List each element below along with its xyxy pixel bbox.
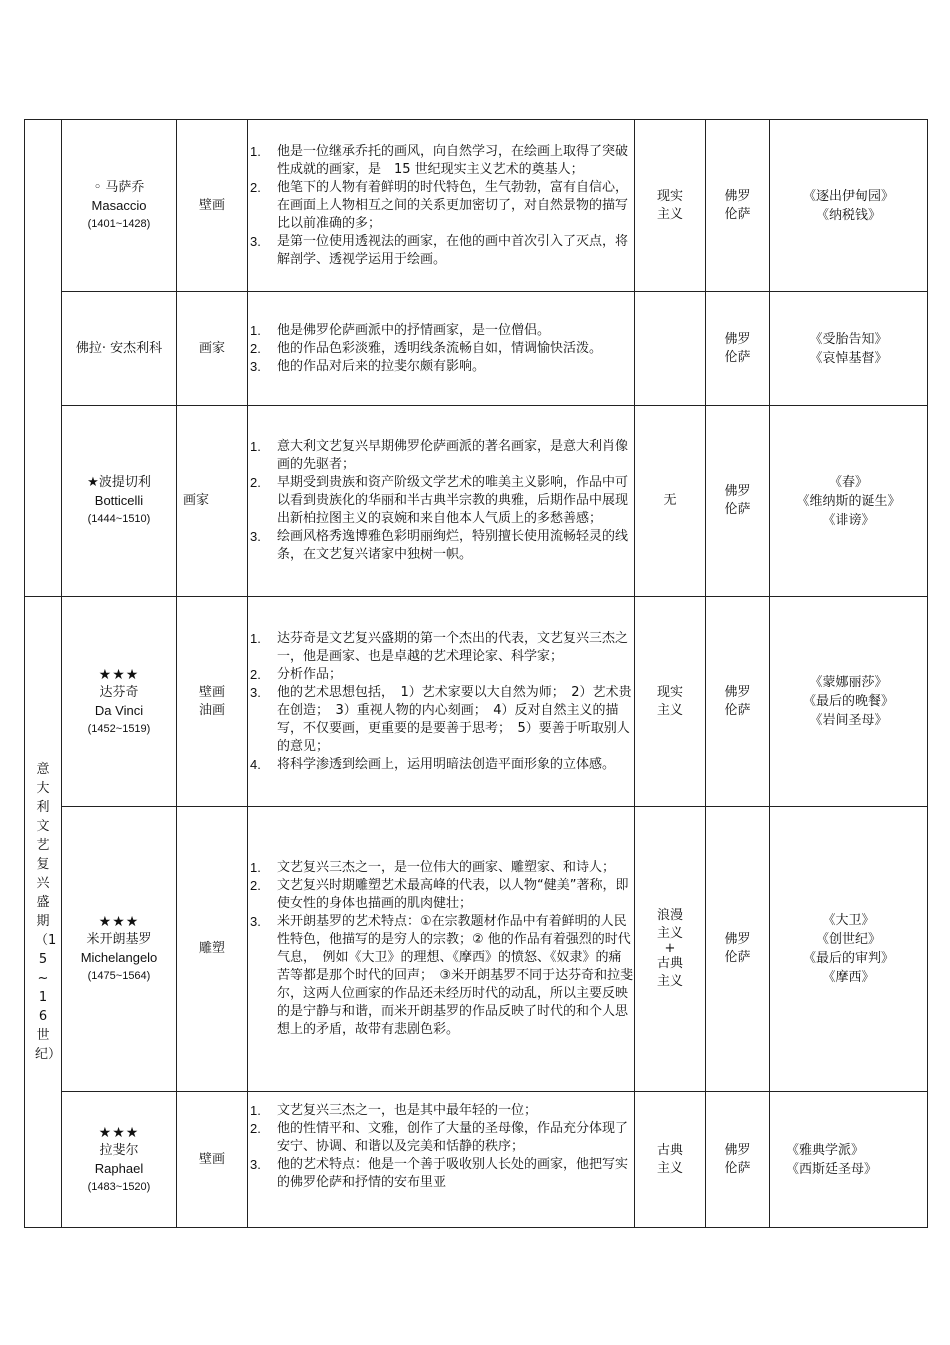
art-place: 佛罗伦萨 [724, 484, 751, 517]
artist-years: (1452~1519) [87, 722, 151, 735]
description-text: 文艺复兴三杰之一，是一位伟大的画家、雕塑家、和诗人； [277, 860, 616, 875]
list-item: 1. 意大利文艺复兴早期佛罗伦萨画派的著名画家，是意大利肖像画的先驱者； [250, 439, 629, 472]
description-cell [248, 120, 635, 292]
table-row [25, 807, 928, 1092]
artist-years: (1475~1564) [87, 970, 151, 982]
art-style: 古典主义 [656, 1142, 683, 1176]
description-cell [248, 292, 635, 406]
period-label: 意大利文艺复兴盛期（15~16世纪） [35, 762, 62, 1062]
list-item: 3. 他的作品对后来的拉斐尔颇有影响。 [250, 358, 486, 374]
art-place: 佛罗伦萨 [724, 331, 751, 365]
description-text: 将科学渗透到绘画上，运用明暗法创造平面形象的立体感。 [277, 756, 616, 772]
table-row [25, 120, 928, 292]
description-text: 文艺复兴三杰之一，也是其中最年轻的一位； [277, 1103, 538, 1118]
rating-stars: ★★★ [98, 1124, 140, 1141]
table-row [25, 597, 928, 807]
list-item: 1. 达芬奇是文艺复兴盛期的第一个杰出的代表，文艺复兴三杰之一，他是画家、也是卓越的艺术理论家、科学家； [250, 630, 629, 664]
rating-stars: ★★★ [98, 914, 140, 930]
work-title: 《西斯廷圣母》 [786, 1161, 878, 1177]
description-text: 达芬奇是文艺复兴盛期的第一个杰出的代表，文艺复兴三杰之一，他是画家、也是卓越的艺术理论家、科学家； [277, 630, 629, 664]
place-cell [706, 1092, 770, 1228]
artist-name-cn: 达芬奇 [99, 684, 139, 700]
work-title: 《维纳斯的诞生》 [796, 493, 901, 509]
description-cell [248, 597, 635, 807]
art-type: 雕塑 [177, 807, 248, 1092]
description-text: 他是佛罗伦萨画派中的抒情画家，是一位僧侣。 [277, 322, 551, 338]
list-item: 1. 文艺复兴三杰之一，是一位伟大的画家、雕塑家、和诗人； [250, 860, 616, 875]
description-text: 是第一位使用透视法的画家，在他的画中首次引入了灭点，将解剖学、透视学运用于绘画。 [277, 233, 629, 267]
art-type: 壁画 [177, 120, 248, 292]
art-type: 壁画油画 [198, 684, 225, 718]
art-type: 壁画 [177, 1092, 248, 1228]
artist-years: (1444~1510) [87, 513, 151, 525]
table-row [25, 406, 928, 597]
work-title: 《蒙娜丽莎》 [809, 675, 888, 690]
work-title: 《雅典学派》 [786, 1142, 865, 1158]
artist-cell [62, 292, 177, 406]
place-cell [706, 597, 770, 807]
work-title: 《最后的审判》 [802, 951, 894, 966]
description-cell [248, 807, 635, 1092]
style-cell [635, 597, 706, 807]
description-cell [248, 1092, 635, 1228]
description-text: 绘画风格秀逸博雅色彩明丽绚烂，特别擅长使用流畅轻灵的线条，在文艺复兴诸家中独树一帜。 [277, 529, 629, 562]
description-text: 他的作品色彩淡雅，透明线条流畅自如，情调愉快活泼。 [277, 340, 603, 356]
table-row [25, 1092, 928, 1228]
work-title: 《摩西》 [822, 970, 875, 985]
art-type: 画家 [177, 406, 248, 597]
description-text: 他的艺术思想包括， 1）艺术家要以大自然为师； 2）艺术贵在创造； 3）重视人物的内心刻画； 4）反对自然主义的描写，不仅要画，更重要的是要善于思考； 5）要善于听取别人的意见； [277, 684, 632, 754]
list-item: 2. 他的作品色彩淡雅，透明线条流畅自如，情调愉快活泼。 [250, 340, 603, 356]
list-item: 3. 他的艺术思想包括， 1）艺术家要以大自然为师； 2）艺术贵在创造； 3）重视人物的内心刻画； 4）反对自然主义的描写，不仅要画，更重要的是要善于思考； 5）要善于听取别人的意见； [250, 684, 632, 754]
artist-name-en: Masaccio [91, 197, 147, 213]
works-cell [770, 1092, 928, 1228]
art-style-primary: 浪漫主义 [656, 908, 683, 941]
work-title: 《春》 [828, 474, 868, 490]
work-title: 《哀悼基督》 [809, 350, 888, 366]
artist-name-cn: 佛拉· 安杰利科 [75, 340, 163, 356]
work-title: 《岩间圣母》 [809, 713, 888, 728]
artist-cell [62, 406, 177, 597]
description-text: 他是一位继承乔托的画风，向自然学习，在绘画上取得了突破性成就的画家，是 15 世纪现实主义艺术的奠基人； [277, 143, 629, 177]
art-type-cell [177, 597, 248, 807]
list-item: 1. 文艺复兴三杰之一，也是其中最年轻的一位； [250, 1103, 538, 1118]
description-text: 他的作品对后来的拉斐尔颇有影响。 [277, 358, 486, 374]
artist-table [24, 119, 928, 1228]
art-place: 佛罗伦萨 [724, 1142, 751, 1176]
description-text: 米开朗基罗的艺术特点：①在宗教题材作品中有着鲜明的人民性特色，他描写的是穷人的宗教；② 他的作品有着强烈的时代气息， 例如《大卫》的理想、《摩西》的愤怒、《奴隶》的痛苦等都是那个时代的回声； ③米开朗基罗不同于达芬奇和拉斐尔，这两人位画家的作品还未经历时代的动乱，所以主要反映的是宁静与和谐，而米开朗基罗的作品反映了时代的和个人思想上的矛盾，故带有悲剧色彩。 [277, 914, 634, 1037]
art-style-secondary: 古典主义 [656, 956, 683, 989]
artist-name-en: Botticelli [94, 493, 144, 508]
list-item: 1. 他是一位继承乔托的画风，向自然学习，在绘画上取得了突破性成就的画家，是 15 世纪现实主义艺术的奠基人； [250, 143, 629, 177]
list-item: 2. 他的性情平和、文雅，创作了大量的圣母像，作品充分体现了安宁、协调、和谐以及完美和恬静的秩序； [250, 1121, 629, 1154]
description-text: 意大利文艺复兴早期佛罗伦萨画派的著名画家，是意大利肖像画的先驱者； [277, 439, 629, 472]
artist-name-cn: ◦ 马萨乔 [93, 179, 145, 195]
style-cell [635, 807, 706, 1092]
artist-years: (1483~1520) [87, 1180, 151, 1193]
style-cell [635, 1092, 706, 1228]
list-item: 1. 他是佛罗伦萨画派中的抒情画家，是一位僧侣。 [250, 322, 551, 338]
description-text: 早期受到贵族和资产阶级文学艺术的唯美主义影响，作品中可以看到贵族化的华丽和半古典半宗教的典雅，后期作品中展现出新柏拉图主义的哀婉和来自他本人气质上的多愁善感； [277, 475, 629, 526]
description-text: 他笔下的人物有着鲜明的时代特色，生气勃勃，富有自信心，在画面上人物相互之间的关系更加密切了，对自然景物的描写比以前准确的多； [277, 179, 629, 231]
place-cell [706, 292, 770, 406]
artist-name-en: Da Vinci [94, 702, 144, 718]
art-style: 现实主义 [656, 684, 683, 718]
work-title: 《纳税钱》 [815, 207, 881, 223]
list-item: 2. 他笔下的人物有着鲜明的时代特色，生气勃勃，富有自信心，在画面上人物相互之间的关系更加密切了，对自然景物的描写比以前准确的多； [250, 179, 629, 231]
artist-name-cn: ★波提切利 [87, 475, 151, 490]
art-type: 画家 [177, 292, 248, 406]
works-cell [770, 406, 928, 597]
list-item: 2. 分析作品； [250, 666, 343, 682]
description-cell [248, 406, 635, 597]
list-item: 3. 米开朗基罗的艺术特点：①在宗教题材作品中有着鲜明的人民性特色，他描写的是穷人的宗教；② 他的作品有着强烈的时代气息， 例如《大卫》的理想、《摩西》的愤怒、《奴隶》的痛苦等都是那个时代的回声； ③米开朗基罗不同于达芬奇和拉斐尔，这两人位画家的作品还未经历时代的动乱，所以主要反映的是宁静与和谐，而米开朗基罗的作品反映了时代的和个人思想上的矛盾，故带有悲剧色彩。 [250, 914, 634, 1037]
artist-cell [62, 597, 177, 807]
style-plus: + [664, 941, 676, 956]
artist-cell [62, 1092, 177, 1228]
style-cell [635, 120, 706, 292]
work-title: 《诽谤》 [822, 512, 875, 528]
art-style: 无 [663, 493, 677, 508]
artist-name-en: Raphael [94, 1160, 144, 1176]
description-text: 他的性情平和、文雅，创作了大量的圣母像，作品充分体现了安宁、协调、和谐以及完美和恬静的秩序； [277, 1121, 629, 1154]
list-item: 2. 早期受到贵族和资产阶级文学艺术的唯美主义影响，作品中可以看到贵族化的华丽和半古典半宗教的典雅，后期作品中展现出新柏拉图主义的哀婉和来自他本人气质上的多愁善感； [250, 475, 629, 526]
work-title: 《逐出伊甸园》 [802, 188, 894, 204]
artist-years: (1401~1428) [87, 217, 151, 230]
list-item: 3. 是第一位使用透视法的画家，在他的画中首次引入了灭点，将解剖学、透视学运用于绘画。 [250, 233, 629, 267]
work-title: 《最后的晚餐》 [802, 694, 894, 709]
rating-stars: ★★★ [98, 666, 140, 683]
art-place: 佛罗伦萨 [724, 932, 751, 965]
list-item: 4. 将科学渗透到绘画上，运用明暗法创造平面形象的立体感。 [250, 756, 616, 772]
period-cell-high [25, 597, 62, 1228]
works-cell [770, 807, 928, 1092]
artist-cell [62, 807, 177, 1092]
works-cell [770, 292, 928, 406]
place-cell [706, 406, 770, 597]
style-cell [635, 292, 706, 406]
artist-name-cn: 拉斐尔 [99, 1142, 139, 1158]
period-cell-early [25, 120, 62, 597]
work-title: 《受胎告知》 [809, 331, 888, 347]
place-cell [706, 807, 770, 1092]
list-item: 2. 文艺复兴时期雕塑艺术最高峰的代表，以人物“健美”著称，即使女性的身体也描画的肌肉健壮； [250, 878, 629, 911]
artist-cell [62, 120, 177, 292]
work-title: 《创世纪》 [815, 932, 881, 947]
description-text: 他的艺术特点：他是一个善于吸收别人长处的画家，他把写实的佛罗伦萨和抒情的安布里亚 [277, 1157, 629, 1190]
artist-name-en: Michelangelo [80, 950, 158, 965]
table-row [25, 292, 928, 406]
art-place: 佛罗伦萨 [724, 188, 751, 222]
art-style: 现实主义 [656, 188, 683, 222]
works-cell [770, 120, 928, 292]
artist-name-cn: 米开朗基罗 [86, 932, 152, 947]
art-place: 佛罗伦萨 [724, 684, 751, 718]
description-text: 文艺复兴时期雕塑艺术最高峰的代表，以人物“健美”著称，即使女性的身体也描画的肌肉健壮； [277, 878, 629, 911]
list-item: 3. 他的艺术特点：他是一个善于吸收别人长处的画家，他把写实的佛罗伦萨和抒情的安布里亚 [250, 1157, 629, 1190]
description-text: 分析作品； [277, 666, 343, 682]
work-title: 《大卫》 [822, 913, 875, 928]
works-cell [770, 597, 928, 807]
place-cell [706, 120, 770, 292]
style-cell [635, 406, 706, 597]
list-item: 3. 绘画风格秀逸博雅色彩明丽绚烂，特别擅长使用流畅轻灵的线条，在文艺复兴诸家中独树一帜。 [250, 529, 629, 562]
